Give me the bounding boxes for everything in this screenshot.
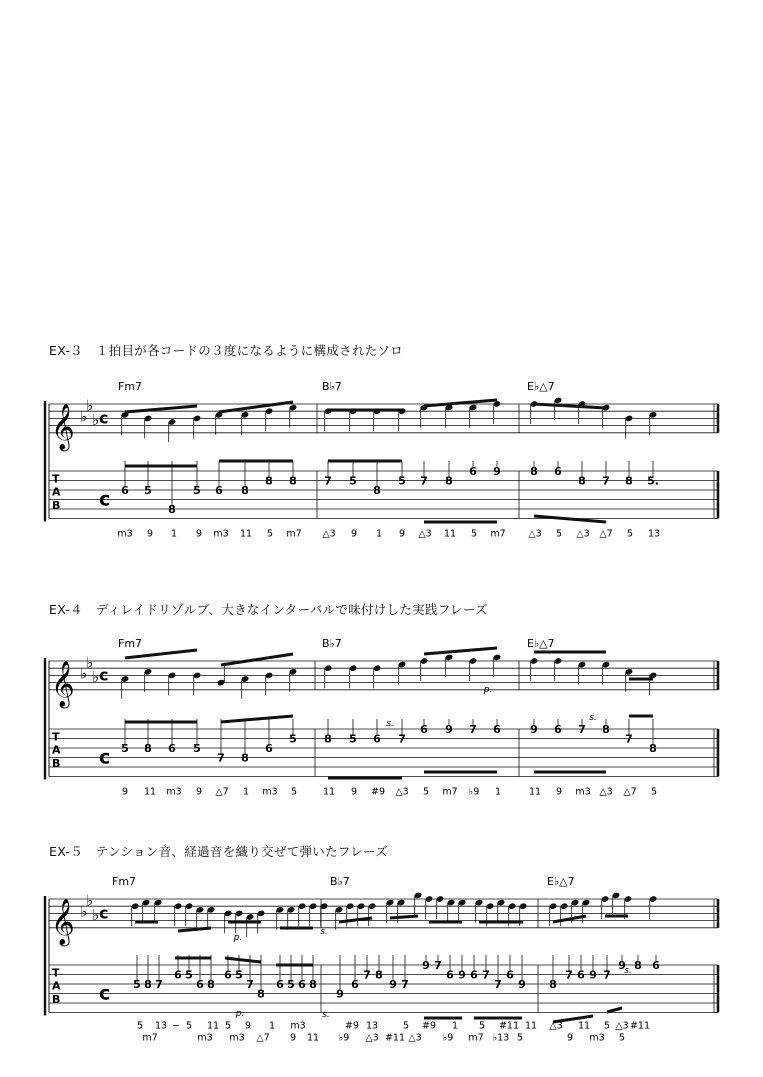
ex3-degree-label: 13 — [647, 528, 661, 540]
ex3-tab-letter-a: A — [52, 485, 61, 499]
ex5-degree-label-top: 1 — [268, 1020, 276, 1032]
ex3-degree-label: 9 — [146, 528, 154, 540]
ex5-tab-number: 7 — [401, 978, 409, 991]
ex5-tab-number: 6 — [446, 968, 454, 982]
ex5-degree-label-bottom: 11 — [306, 1032, 320, 1044]
ex5-degree-label-bottom: △3 — [365, 1032, 379, 1044]
ex5-tab-number: 7 — [482, 968, 490, 982]
ex5-degree-label-top: △3 — [615, 1020, 629, 1032]
ex5-caption-text: テンション音、経過音を織り交ぜて弾いたフレーズ — [95, 844, 388, 859]
ex5-degree-label-top: 5 — [136, 1020, 144, 1032]
ex4-tab-letter-a: A — [52, 743, 61, 757]
ex5-degree-label-top: △3 — [549, 1020, 563, 1032]
ex3-flat-icon: ♭ — [92, 411, 100, 429]
ex3-staff-beam — [534, 404, 606, 408]
ex3-tab-number: 5 — [398, 474, 406, 488]
ex5-flat-icon: ♭ — [86, 891, 94, 910]
ex5-degree-label-top: #9 — [421, 1020, 437, 1032]
ex4-staff-beam — [125, 650, 197, 658]
ex3-tab-letter-t: T — [52, 472, 60, 486]
ex4-degree-label: △7 — [623, 786, 637, 798]
ex3-staff-beam — [424, 400, 497, 406]
ex5-degree-label-bottom: 5 — [516, 1032, 524, 1044]
ex5-tab-number: 5 — [235, 968, 243, 982]
ex5-tab-number: 8 — [144, 978, 152, 991]
ex5-tab-number: 5 — [287, 978, 295, 991]
ex5-degree-label-top: 11 — [524, 1020, 538, 1032]
ex3-tab-number: 8 — [625, 474, 633, 488]
ex5-degree-label-bottom: ♭9 — [338, 1032, 350, 1044]
ex5-tab-number: 6 — [174, 968, 182, 982]
ex3-tab-letter-b: B — [52, 499, 61, 512]
ex4-degree-label: #9 — [370, 786, 386, 798]
ex5-degree-label-top: 11 — [206, 1020, 220, 1032]
ex4-degree-label: 9 — [195, 786, 203, 798]
ex5-tab-number: 8 — [375, 968, 383, 982]
ex4-degree-label: △3 — [395, 786, 409, 798]
ex3-tab-number: 6 — [554, 465, 562, 478]
ex3-degree-label: 9 — [350, 528, 358, 540]
ex5-staff-beam — [390, 916, 418, 918]
ex5-tab-beam — [607, 1008, 622, 1012]
ex5-tab-number: 7 — [603, 968, 611, 982]
ex3-degree-label: 5 — [555, 528, 563, 540]
ex5-degree-label-bottom: 5 — [618, 1032, 626, 1044]
ex4-articulation-mark: s. — [589, 713, 597, 723]
ex3-degree-label: △3 — [418, 528, 432, 540]
ex4-tab-common-time-icon: c — [99, 746, 111, 769]
ex5-chord-symbol: B♭7 — [330, 875, 350, 888]
ex3-tab-number: 9 — [493, 465, 501, 478]
ex5-common-time-icon: c — [99, 903, 109, 923]
ex3-tab-number: 8 — [168, 503, 176, 516]
ex3-degree-label: 9 — [195, 528, 203, 540]
ex4-degree-label: 5 — [290, 786, 298, 798]
ex4-flat-icon: ♭ — [86, 653, 94, 672]
ex3-tab-number: 7 — [324, 474, 332, 488]
ex4-degree-label: 9 — [350, 786, 358, 798]
ex5-degree-label-bottom: m3 — [229, 1032, 245, 1044]
ex5-degree-label-top: 13 — [365, 1020, 379, 1032]
ex5-tab-common-time-icon: c — [99, 982, 111, 1005]
ex3-tab-number: 8 — [445, 474, 453, 488]
ex3-tab-common-time-icon: c — [99, 488, 111, 511]
ex4-tab-number: 7 — [469, 723, 477, 736]
ex3-tab-beam — [534, 516, 606, 522]
ex4-degree-label: 9 — [555, 786, 563, 798]
ex5-degree-label-top: #11 — [498, 1020, 520, 1032]
ex3-chord-symbol: B♭7 — [322, 380, 342, 393]
ex5-tab-number: 5 — [133, 978, 141, 991]
ex5-degree-label-bottom: 9 — [289, 1032, 297, 1044]
ex3-flat-icon: ♭ — [86, 396, 94, 415]
ex5-degree-label-top: − — [172, 1020, 180, 1032]
ex5-degree-label-top: m3 — [290, 1020, 306, 1032]
ex3-degree-label: 11 — [239, 528, 253, 540]
ex4-tab-number: 6 — [493, 723, 501, 736]
ex5-degree-label-bottom: m7 — [468, 1032, 484, 1044]
ex5-treble-clef-icon: 𝄞 — [51, 898, 75, 945]
ex4-label: EX-４ — [49, 602, 84, 617]
ex3-degree-label: 9 — [398, 528, 406, 540]
ex5-degree-label-bottom: #11 — [384, 1032, 406, 1044]
ex3-tab-number: 8 — [265, 474, 273, 488]
ex4-tab-letter-t: T — [52, 730, 60, 744]
ex4-degree-label: m3 — [166, 786, 182, 798]
ex4-tab-number: 5 — [349, 732, 357, 746]
ex5-degree-label-bottom: ♭13 — [492, 1032, 510, 1044]
ex5-tab-number: 8 — [634, 959, 642, 972]
ex4-degree-label: △7 — [215, 786, 229, 798]
ex3-tab-number: 6 — [469, 465, 477, 478]
ex3-degree-label: 5 — [470, 528, 478, 540]
ex3-degree-label: △7 — [599, 528, 613, 540]
ex5-tab-number: 6 — [298, 978, 306, 991]
ex3-caption-text: １拍目が各コードの３度になるように構成されたソロ — [95, 343, 404, 358]
ex5-degree-label-top: #9 — [344, 1020, 360, 1032]
ex5-articulation-mark: s. — [322, 1010, 330, 1020]
ex5-degree-label-bottom: △7 — [256, 1032, 270, 1044]
ex4-flat-icon: ♭ — [80, 664, 88, 683]
ex5-staff-beam — [339, 918, 372, 922]
ex5-degree-label-bottom: △3 — [408, 1032, 422, 1044]
ex3-degree-label: △3 — [322, 528, 336, 540]
ex4-staff-beam — [221, 654, 293, 665]
ex5-degree-label-top: 5 — [402, 1020, 410, 1032]
ex4-tab-number: 9 — [445, 723, 453, 736]
ex3-degree-label: △3 — [576, 528, 590, 540]
ex4-tab-number: 8 — [324, 732, 332, 746]
ex4-tab-number: 8 — [602, 723, 610, 736]
ex4-tab-number: 8 — [241, 751, 249, 765]
ex5-tab-number: 6 — [196, 978, 204, 991]
ex5-tab-number: 9 — [589, 968, 597, 982]
ex5-tab-number: 6 — [506, 968, 514, 982]
ex5-tab-number: 7 — [434, 959, 442, 972]
ex3-common-time-icon: c — [99, 408, 109, 428]
ex4-tab-number: 5 — [289, 732, 297, 746]
ex5-tab-number: 9 — [336, 987, 344, 1001]
ex4-degree-label: 1 — [494, 786, 502, 798]
ex5-tab-number: 6 — [652, 959, 660, 972]
ex4-tab-number: 6 — [373, 732, 381, 746]
ex4-tab-number: 5 — [121, 742, 129, 755]
ex4-tab-number: 6 — [554, 723, 562, 736]
ex5-articulation-mark: p. — [233, 933, 243, 943]
ex3-tab-number: 8 — [289, 474, 297, 488]
ex3-degree-label: m3 — [117, 528, 133, 540]
ex4-degree-label: 11 — [143, 786, 157, 798]
ex5-degree-label-bottom: m7 — [142, 1032, 158, 1044]
ex3-treble-clef-icon: 𝄞 — [51, 403, 75, 450]
ex3-staff-beam — [219, 402, 293, 412]
ex4-flat-icon: ♭ — [92, 668, 100, 686]
ex5-tab-number: 6 — [470, 968, 478, 982]
ex3-tab-number: 8 — [373, 484, 381, 497]
ex5-degree-label-bottom: m3 — [589, 1032, 605, 1044]
ex5-tab-number: 5 — [185, 968, 193, 982]
ex5-articulation-mark: s. — [320, 927, 328, 937]
ex5-tab-number: 8 — [257, 987, 265, 1001]
ex4-tab-number: 6 — [420, 723, 428, 736]
ex4-articulation-mark: p. — [483, 685, 493, 695]
ex5-tab-number: 7 — [565, 968, 573, 982]
ex3-degree-label: m3 — [213, 528, 229, 540]
ex4-degree-label: m3 — [262, 786, 278, 798]
ex3-chord-symbol: E♭△7 — [527, 380, 555, 393]
ex3-label: EX-３ — [49, 343, 84, 358]
ex4-degree-label: 5 — [650, 786, 658, 798]
ex3-tab-number: 5. — [647, 474, 659, 488]
ex4-degree-label: ♭9 — [468, 786, 480, 798]
ex3-tab-number: 7 — [420, 474, 428, 488]
ex5-tab-number: 7 — [363, 968, 371, 982]
ex5-flat-icon: ♭ — [80, 902, 88, 921]
ex4-articulation-mark: s. — [386, 719, 394, 729]
ex4-degree-label: 11 — [528, 786, 542, 798]
ex4-tab-number: 9 — [530, 723, 538, 736]
ex4-staff-beam — [424, 648, 497, 654]
ex5-articulation-mark: p. — [235, 1009, 245, 1019]
ex4-tab-letter-b: B — [52, 757, 61, 770]
ex5-degree-label-top: 5 — [478, 1020, 486, 1032]
ex3-tab-number: 8 — [578, 474, 586, 488]
ex4-chord-symbol: Fm7 — [118, 637, 143, 650]
ex5-tab-number: 6 — [351, 978, 359, 991]
ex5-staff-beam — [178, 928, 211, 931]
ex5-tab-number: 7 — [155, 978, 163, 991]
ex4-tab-number: 6 — [265, 742, 273, 755]
ex5-degree-label-top: 9 — [244, 1020, 252, 1032]
ex4-chord-symbol: E♭△7 — [527, 637, 555, 650]
ex3-tab-number: 8 — [241, 484, 249, 497]
ex4-tab-number: 8 — [144, 742, 152, 755]
ex4-treble-clef-icon: 𝄞 — [51, 660, 75, 707]
ex4-degree-label: △3 — [599, 786, 613, 798]
ex3-degree-label: 5 — [266, 528, 274, 540]
ex5-tab-number: 9 — [389, 978, 397, 991]
ex4-degree-label: 1 — [242, 786, 250, 798]
ex4-tab-number: 8 — [649, 742, 657, 755]
ex5-tab-letter-a: A — [52, 979, 61, 993]
ex5-tab-number: 8 — [549, 978, 557, 991]
ex3-degree-label: m7 — [286, 528, 302, 540]
ex5-chord-symbol: Fm7 — [112, 875, 137, 888]
ex5-tab-letter-t: T — [52, 966, 60, 980]
ex3-tab-number: 6 — [121, 484, 129, 497]
ex3-tab-number: 5 — [193, 484, 201, 497]
ex3-degree-label: 1 — [375, 528, 383, 540]
ex5-tab-number: 9 — [458, 968, 466, 982]
ex4-tab-beam — [221, 716, 293, 722]
ex3-degree-label: 1 — [170, 528, 178, 540]
ex4-common-time-icon: c — [99, 665, 109, 685]
ex5-tab-number: 7 — [494, 978, 502, 991]
ex4-tab-number: 7 — [578, 723, 586, 736]
ex4-tab-number: 7 — [398, 732, 406, 746]
ex3-tab-number: 7 — [602, 474, 610, 488]
ex5-degree-label-top: #11 — [629, 1020, 651, 1032]
ex5-tab-number: 8 — [207, 978, 215, 991]
ex3-degree-label: m7 — [490, 528, 506, 540]
ex5-degree-label-top: 5 — [224, 1020, 232, 1032]
ex5-tab-beam — [225, 958, 261, 962]
ex5-degree-label-bottom: ♭9 — [442, 1032, 454, 1044]
ex5-degree-label-top: 13 — [154, 1020, 168, 1032]
ex5-flat-icon: ♭ — [92, 906, 100, 924]
ex5-degree-label-top: 5 — [603, 1020, 611, 1032]
ex3-chord-symbol: Fm7 — [118, 380, 143, 393]
ex5-tab-number: 6 — [577, 968, 585, 982]
ex4-caption-text: ディレイドリゾルブ、大きなインターバルで味付けした実践フレーズ — [95, 602, 488, 617]
ex5-label: EX-５ — [49, 844, 84, 859]
ex4-degree-label: 11 — [322, 786, 336, 798]
ex5-tab-number: 9 — [618, 959, 626, 972]
ex4-tab-number: 7 — [217, 751, 225, 765]
ex3-degree-label: △3 — [528, 528, 542, 540]
ex4-degree-label: 9 — [121, 786, 129, 798]
ex5-tab-number: 7 — [246, 978, 254, 991]
ex5-staff-beam — [553, 916, 586, 922]
ex4-chord-symbol: B♭7 — [322, 637, 342, 650]
ex3-tab-number: 5 — [144, 484, 152, 497]
ex5-tab-number: 9 — [422, 959, 430, 972]
ex4-degree-label: m7 — [442, 786, 458, 798]
ex3-degree-label: 5 — [626, 528, 634, 540]
ex5-degree-label-bottom: m3 — [197, 1032, 213, 1044]
ex4-degree-label: m3 — [575, 786, 591, 798]
ex3-degree-label: 11 — [443, 528, 457, 540]
ex3-tab-number: 8 — [530, 465, 538, 478]
ex5-tab-number: 9 — [518, 978, 526, 991]
ex5-tab-number: 6 — [224, 968, 232, 982]
ex4-tab-number: 6 — [168, 742, 176, 755]
ex5-chord-symbol: E♭△7 — [547, 875, 575, 888]
ex5-tab-number: 6 — [276, 978, 284, 991]
ex4-degree-label: 5 — [422, 786, 430, 798]
ex5-articulation-mark: s. — [624, 966, 632, 976]
ex5-degree-label-top: 1 — [451, 1020, 459, 1032]
ex3-flat-icon: ♭ — [80, 407, 88, 426]
ex3-tab-number: 5 — [349, 474, 357, 488]
ex5-degree-label-bottom: 9 — [566, 1032, 574, 1044]
ex3-tab-number: 6 — [215, 484, 223, 497]
ex5-tab-letter-b: B — [52, 993, 61, 1006]
ex4-tab-number: 7 — [625, 732, 633, 746]
ex5-tab-number: 8 — [309, 978, 317, 991]
ex5-degree-label-top: 5 — [185, 1020, 193, 1032]
ex4-tab-number: 5 — [193, 742, 201, 755]
ex5-degree-label-top: 11 — [577, 1020, 591, 1032]
